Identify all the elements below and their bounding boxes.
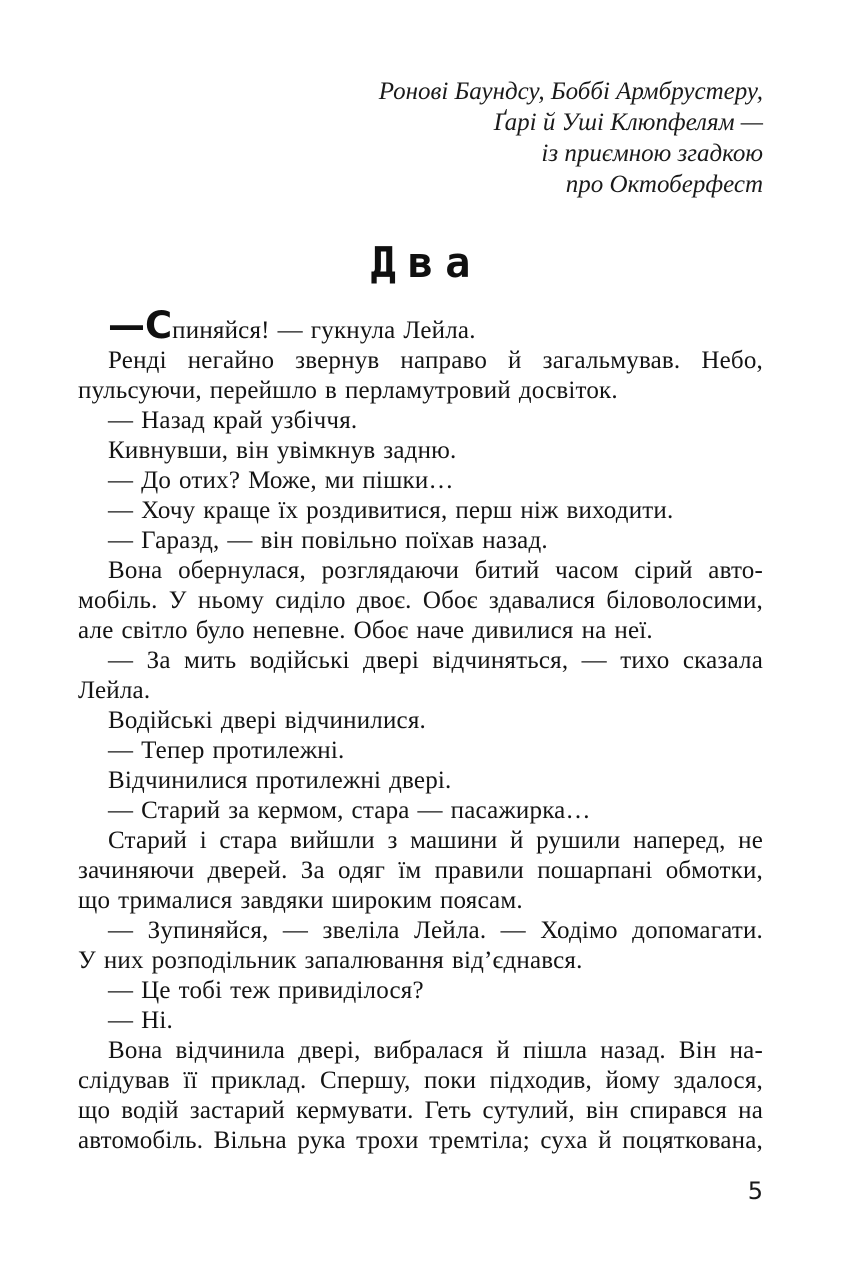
text-line: —Спиняйся! — гукнула Лейла. (108, 304, 476, 347)
page-number: 5 (747, 1177, 763, 1205)
text-line: що трималися завдяки широким поясам. (78, 887, 523, 914)
text-line: що водій застарий кермувати. Геть сутулий, він спирався на (78, 1097, 763, 1124)
dedication-line: про Октоберфест (565, 171, 763, 198)
text-line: — Ні. (108, 1007, 173, 1034)
text-line: пульсуючи, перейшло в перламутровий досвіток. (78, 377, 618, 404)
text-line: Вона відчинила двері, вибралася й пішла назад. Він на- (108, 1037, 763, 1064)
text-line: — Тепер протилежні. (108, 737, 345, 764)
text-line: — Назад край узбіччя. (108, 407, 358, 434)
text-line: — До отих? Може, ми пішки… (108, 467, 454, 494)
text-line: Кивнувши, він увімкнув задню. (108, 437, 457, 464)
chapter-title: Два (370, 238, 483, 287)
text-line: автомобіль. Вільна рука трохи тремтіла; суха й поцяткована, (78, 1127, 763, 1154)
text-line: але світло було непевне. Обоє наче дивилися на неї. (78, 617, 653, 644)
text-line: слідував її приклад. Спершу, поки підходив, йому здалося, (78, 1067, 763, 1094)
text-line: Відчинилися протилежні двері. (108, 767, 452, 794)
text-line: — Гаразд, — він повільно поїхав назад. (108, 527, 548, 554)
text-line: Лейла. (78, 677, 151, 704)
text-line: — Це тобі теж привиділося? (108, 977, 424, 1004)
text-line: Водійські двері відчинилися. (108, 707, 426, 734)
text-line: У них розподільник запалювання від’єднався. (78, 947, 583, 974)
text-line: — Зупиняйся, — звеліла Лейла. — Ходімо допомагати. (108, 917, 763, 944)
text-line: зачиняючи дверей. За одяг їм правили пошарпані обмотки, (78, 857, 763, 884)
text-line: мобіль. У ньому сиділо двоє. Обоє здавалися біловолосими, (78, 587, 763, 614)
dedication (379, 76, 763, 200)
dedication-line: Ронові Баундсу, Боббі Армбрустеру, (378, 78, 763, 105)
text-line: — Старий за кермом, стара — пасажирка… (108, 797, 591, 824)
body-text (78, 304, 763, 1156)
text-line: Ренді негайно звернув направо й загальмував. Небо, (108, 347, 763, 374)
text-line: Вона обернулася, розглядаючи битий часом сірий авто- (108, 557, 763, 584)
text-line: — За мить водійські двері відчиняться, — тихо сказала (108, 647, 763, 674)
opening-initial: —С (108, 304, 173, 347)
dedication-line: із приємною згадкою (541, 140, 763, 167)
text-line: — Хочу краще їх роздивитися, перш ніж виходити. (108, 497, 674, 524)
dedication-line: Ґарі й Уші Клюпфелям — (493, 109, 763, 136)
text-line: Старий і стара вийшли з машини й рушили наперед, не (108, 827, 763, 854)
